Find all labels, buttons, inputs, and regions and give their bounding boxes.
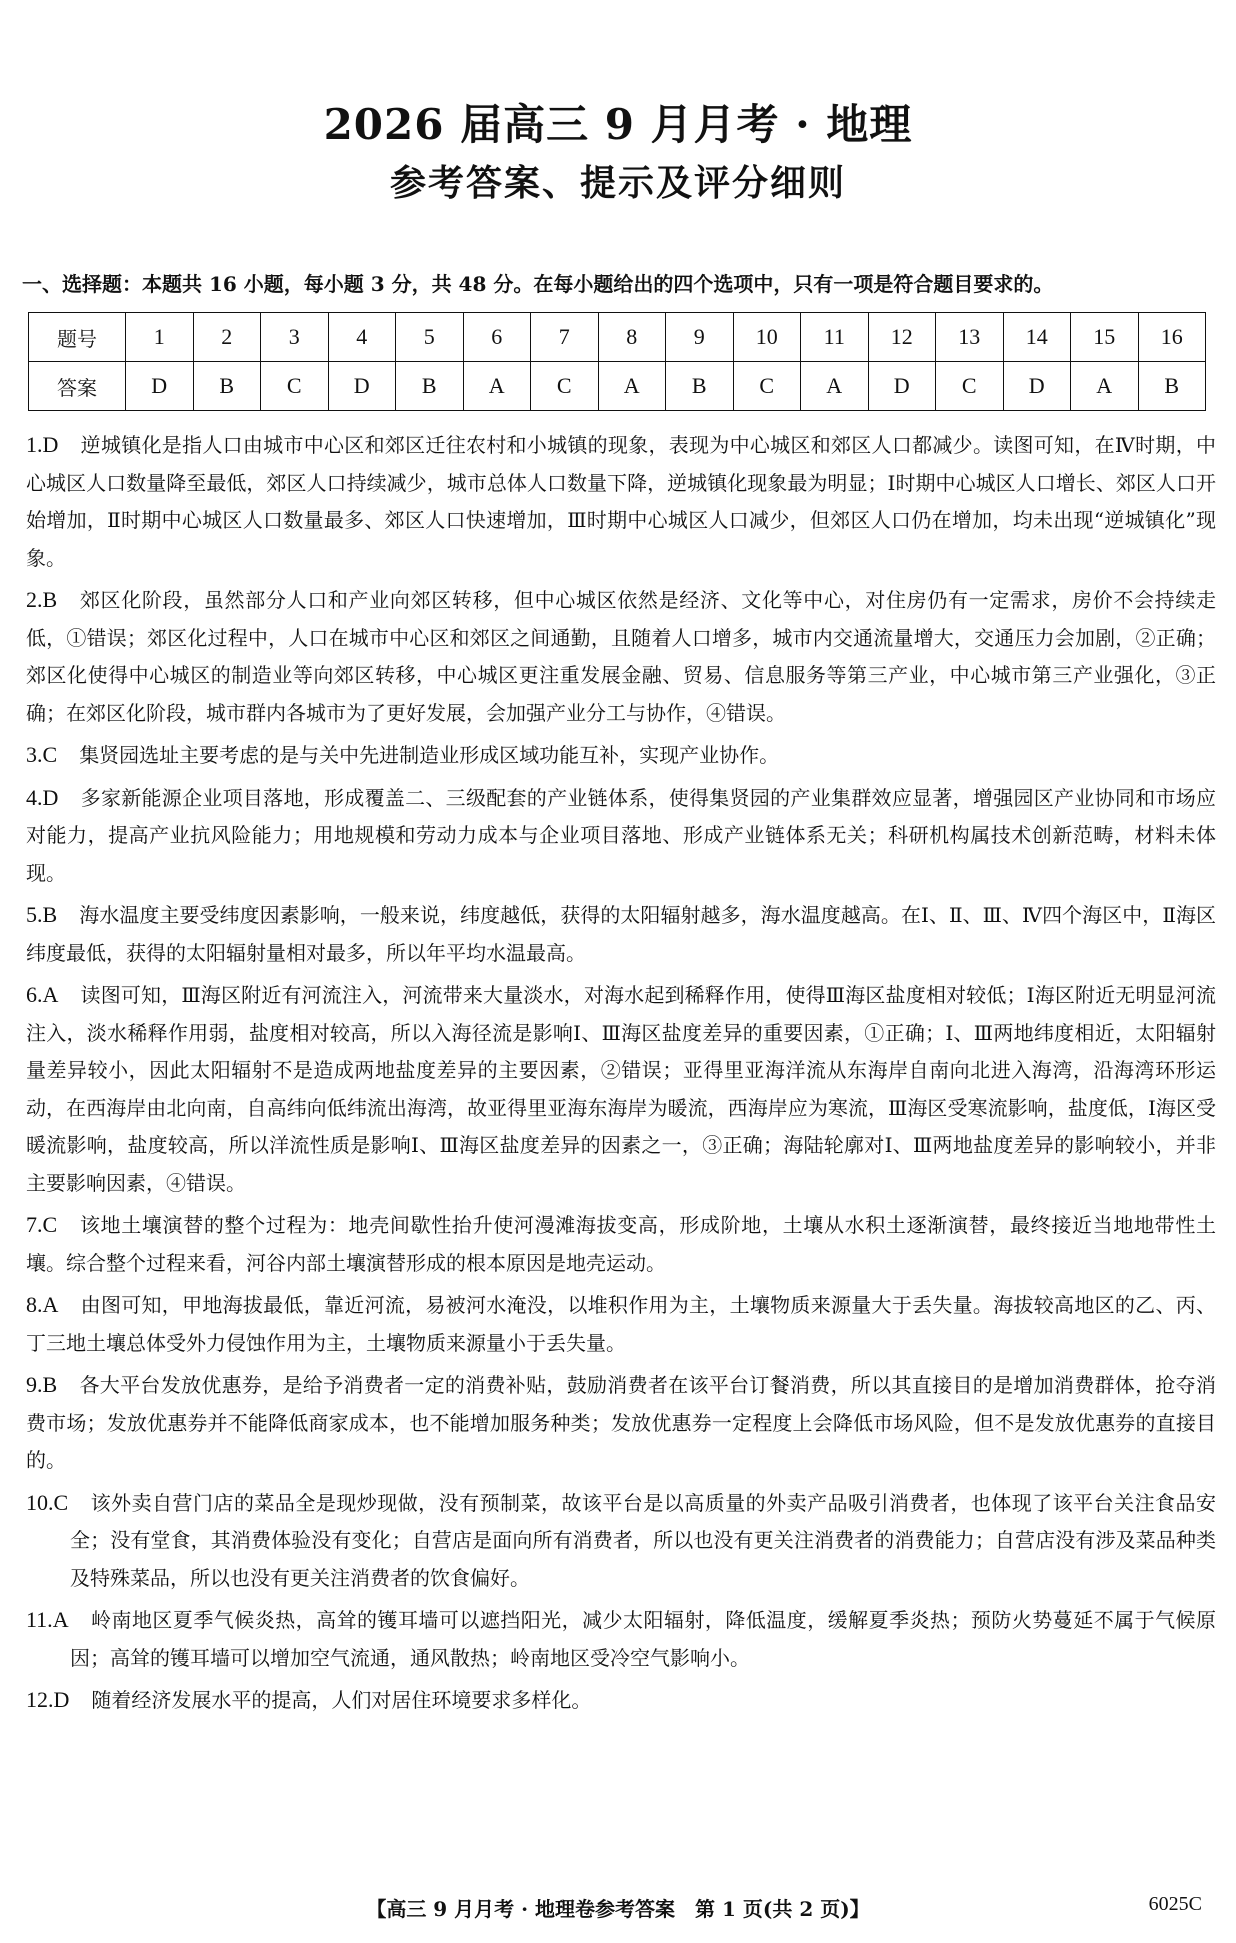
answer-cell: A [1071,362,1139,411]
item-number: 5. [26,902,43,927]
question-number-cell: 3 [261,313,329,362]
answer-cell: C [261,362,329,411]
answer-row-label: 答案 [29,362,126,411]
question-number-cell: 9 [666,313,734,362]
question-number-cell: 1 [126,313,194,362]
page-title: 2026 届高三 9 月月考 · 地理 [323,100,913,149]
item-text: 读图可知，Ⅲ海区附近有河流注入，河流带来大量淡水，对海水起到稀释作用，使得Ⅲ海区盐度相对较低；Ⅰ海区附近无明显河流注入，淡水稀释作用弱，盐度相对较高，所以入海径流是影响Ⅰ、Ⅲ海区盐度差异的重要因素，①正确；Ⅰ、Ⅲ两地纬度相近，太阳辐射量差异较小，因此太阳辐射不是造成两地盐度差异的主要因素，②错误；亚得里亚海洋流从东海岸自南向北进入海湾，沿海湾环形运动，在西海岸由北向南，自高纬向低纬流出海湾，故亚得里亚海东海岸为暖流，西海岸应为寒流，Ⅲ海区受寒流影响，盐度低，Ⅰ海区受暖流影响，盐度较高，所以洋流性质是影响Ⅰ、Ⅲ海区盐度差异的因素之一，③正确；海陆轮廓对Ⅰ、Ⅲ两地盐度差异的影响较小，并非主要影响因素，④错误。 [26,983,1216,1195]
question-number-cell: 5 [396,313,464,362]
item-text: 海水温度主要受纬度因素影响，一般来说，纬度越低，获得的太阳辐射越多，海水温度越高。在Ⅰ、Ⅱ、Ⅲ、Ⅳ四个海区中，Ⅱ海区纬度最低，获得的太阳辐射量相对最多，所以年平均水温最高。 [26,903,1216,965]
question-number-cell: 13 [936,313,1004,362]
explanation-item [26,1484,1216,1598]
question-number-cell: 7 [531,313,599,362]
item-answer: A [42,982,59,1007]
item-number: 11. [26,1607,53,1632]
item-answer: B [42,1372,58,1397]
question-number-cell: 6 [463,313,531,362]
answer-row [29,362,1206,411]
item-number: 6. [26,982,43,1007]
item-answer: C [53,1489,69,1515]
item-number: 3. [26,742,43,767]
question-number-cell: 16 [1138,313,1206,362]
item-answer: D [42,784,59,810]
question-number-cell: 12 [868,313,936,362]
answer-cell: A [463,362,531,411]
question-number-cell: 14 [1003,313,1071,362]
paper-code: 6025C [1148,1893,1202,1915]
item-answer: C [42,1212,58,1237]
answer-cell: C [733,362,801,411]
item-answer: A [42,1292,59,1317]
explanation-item [26,1601,1216,1677]
item-text: 多家新能源企业项目落地，形成覆盖二、三级配套的产业链体系，使得集贤园的产业集群效应显著，增强园区产业协同和市场应对能力，提高产业抗风险能力；用地规模和劳动力成本与企业项目落地、形成产业链体系无关；科研机构属技术创新范畴，材料未体现。 [26,785,1216,885]
explanation-item [26,976,1216,1202]
answer-cell: D [126,362,194,411]
answer-cell: B [1138,362,1206,411]
item-answer: D [53,1687,70,1712]
answer-cell: D [328,362,396,411]
item-number: 8. [26,1292,43,1317]
explanation-item [26,1286,1216,1362]
item-answer: A [52,1607,69,1632]
item-text: 逆城镇化是指人口由城市中心区和郊区迁往农村和小城镇的现象，表现为中心城区和郊区人口都减少。读图可知，在Ⅳ时期，中心城区人口数量降至最低，郊区人口持续减少，城市总体人口数量下降，逆城镇化现象最为明显；Ⅰ时期中心城区人口增长、郊区人口开始增加，Ⅱ时期中心城区人口数量最多、郊区人口快速增加，Ⅲ时期中心城区人口减少，但郊区人口仍在增加，均未出现“逆城镇化”现象。 [26,433,1216,570]
item-text: 随着经济发展水平的提高，人们对居住环境要求多样化。 [91,1688,592,1712]
explanation-item [26,1681,1216,1720]
question-number-cell: 11 [801,313,869,362]
item-answer: D [42,432,59,457]
answer-cell: A [801,362,869,411]
question-number-cell: 10 [733,313,801,362]
answer-cell: C [936,362,1004,411]
page-footer: 【高三 9 月月考 · 地理卷参考答案 第 1 页(共 2 页)】 [366,1897,870,1921]
explanation-item [26,426,1216,577]
question-number-cell: 8 [598,313,666,362]
answer-table [28,312,1206,411]
explanation-item [26,581,1216,732]
question-number-row [29,313,1206,362]
explanation-item [26,1366,1216,1480]
item-text: 各大平台发放优惠券，是给予消费者一定的消费补贴，鼓励消费者在该平台订餐消费，所以其直接目的是增加消费群体，抢夺消费市场；发放优惠券并不能降低商家成本，也不能增加服务种类；发放优惠券一定程度上会降低市场风险，但不是发放优惠券的直接目的。 [26,1373,1216,1472]
item-text: 该外卖自营门店的菜品全是现炒现做，没有预制菜，故该平台是以高质量的外卖产品吸引消费者，也体现了该平台关注食品安全；没有堂食，其消费体验没有变化；自营店是面向所有消费者，所以也没有更关注消费者的消费能力；自营店没有涉及菜品种类及特殊菜品，所以也没有更关注消费者的饮食偏好。 [70,1490,1216,1590]
question-number-cell: 15 [1071,313,1139,362]
item-text: 集贤园选址主要考虑的是与关中先进制造业形成区域功能互补，实现产业协作。 [79,743,780,767]
item-number: 4. [26,784,43,810]
answer-cell: B [193,362,261,411]
explanation-item [26,736,1216,775]
item-answer: B [42,587,58,612]
answer-cell: D [1003,362,1071,411]
answer-cell: C [531,362,599,411]
explanation-list [26,426,1216,1724]
question-number-cell: 2 [193,313,261,362]
explanation-item [26,896,1216,972]
item-answer: C [42,742,58,767]
answer-cell: B [396,362,464,411]
page-subtitle: 参考答案、提示及评分细则 [389,162,846,204]
item-text: 岭南地区夏季气候炎热，高耸的镬耳墙可以遮挡阳光，减少太阳辐射，降低温度，缓解夏季炎热；预防火势蔓延不属于气候原因；高耸的镬耳墙可以增加空气流通，通风散热；岭南地区受冷空气影响小。 [70,1608,1216,1670]
question-number-cell: 4 [328,313,396,362]
item-number: 12. [26,1687,54,1712]
answer-cell: D [868,362,936,411]
item-number: 7. [26,1212,43,1237]
item-text: 郊区化阶段，虽然部分人口和产业向郊区转移，但中心城区依然是经济、文化等中心，对住房仍有一定需求，房价不会持续走低，①错误；郊区化过程中，人口在城市中心区和郊区之间通勤，且随着人口增多，城市内交通流量增大，交通压力会加剧，②正确；郊区化使得中心城区的制造业等向郊区转移，中心城区更注重发展金融、贸易、信息服务等第三产业，中心城市第三产业强化，③正确；在郊区化阶段，城市群内各城市为了更好发展，会加强产业分工与协作，④错误。 [26,588,1216,725]
item-text: 由图可知，甲地海拔最低，靠近河流，易被河水淹没，以堆积作用为主，土壤物质来源量大于丢失量。海拔较高地区的乙、丙、丁三地土壤总体受外力侵蚀作用为主，土壤物质来源量小于丢失量。 [26,1293,1216,1355]
section-heading: 一、选择题：本题共 16 小题，每小题 3 分，共 48 分。在每小题给出的四个选项中，只有一项是符合题目要求的。 [22,272,1054,296]
item-number: 2. [26,587,43,612]
item-number: 9. [26,1372,43,1397]
question-row-label: 题号 [29,313,126,362]
item-number: 1. [26,432,43,457]
explanation-item [26,779,1216,893]
item-text: 该地土壤演替的整个过程为：地壳间歇性抬升使河漫滩海拔变高，形成阶地，土壤从水积土逐渐演替，最终接近当地地带性土壤。综合整个过程来看，河谷内部土壤演替形成的根本原因是地壳运动。 [26,1213,1216,1275]
answer-cell: A [598,362,666,411]
item-answer: B [42,902,58,927]
answer-cell: B [666,362,734,411]
explanation-item [26,1206,1216,1282]
item-number: 10. [26,1489,54,1515]
